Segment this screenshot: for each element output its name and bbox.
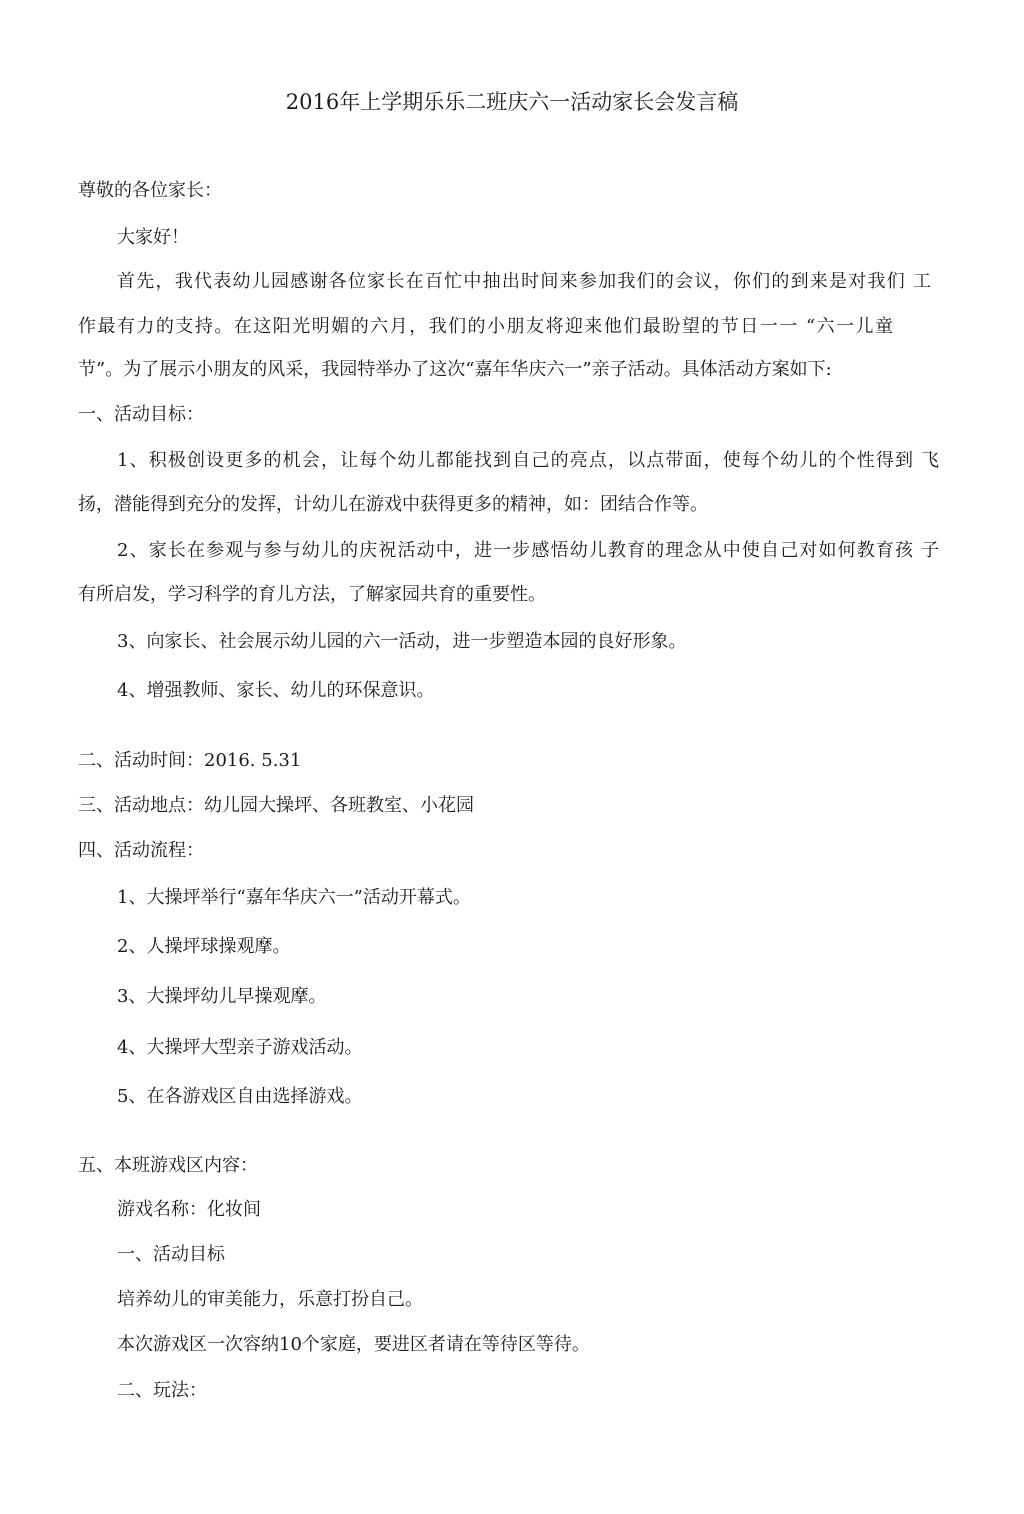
section1-heading: 一、活动目标： bbox=[78, 404, 204, 425]
section4-heading: 四、活动流程： bbox=[78, 840, 204, 861]
section2-time: 二、活动时间：2016. 5.31 bbox=[78, 750, 302, 771]
section5-heading: 五、本班游戏区内容： bbox=[78, 1155, 258, 1176]
game-play-heading: 二、玩法： bbox=[117, 1380, 207, 1401]
process-step-3: 3、大操坪幼儿早操观摩。 bbox=[117, 986, 327, 1007]
goal1-line-2: 扬，潜能得到充分的发挥，计幼儿在游戏中获得更多的精神，如：团结合作等。 bbox=[78, 494, 708, 515]
hello: 大家好！ bbox=[117, 227, 189, 248]
process-step-4: 4、大操坪大型亲子游戏活动。 bbox=[117, 1037, 363, 1058]
goal1-line-1: 1、积极创设更多的机会，让每个幼儿都能找到自己的亮点，以点带面，使每个幼儿的个性得到 飞 bbox=[117, 450, 939, 471]
game-goal-text: 培养幼儿的审美能力，乐意打扮自己。 bbox=[117, 1289, 423, 1310]
goal3: 3、向家长、社会展示幼儿园的六一活动，进一步塑造本园的良好形象。 bbox=[117, 631, 687, 652]
goal2-line-1: 2、家长在参观与参与幼儿的庆祝活动中，进一步感悟幼儿教育的理念从中使自己对如何教育孩 子 bbox=[117, 540, 939, 561]
goal2-line-2: 有所启发，学习科学的育儿方法，了解家园共育的重要性。 bbox=[78, 584, 546, 605]
game-capacity: 本次游戏区一次容纳10个家庭，要进区者请在等待区等待。 bbox=[117, 1334, 590, 1355]
intro-line-2: 作最有力的支持。在这阳光明媚的六月，我们的小朋友将迎来他们最盼望的节日一一 “六一儿童 bbox=[78, 316, 893, 337]
process-step-5: 5、在各游戏区自由选择游戏。 bbox=[117, 1086, 363, 1107]
intro-line-1: 首先，我代表幼儿园感谢各位家长在百忙中抽出时间来参加我们的会议，你们的到来是对我们 工 bbox=[117, 271, 931, 292]
document-title: 2016年上学期乐乐二班庆六一活动家长会发言稿 bbox=[285, 90, 739, 114]
process-step-2: 2、人操坪球操观摩。 bbox=[117, 936, 291, 957]
goal4: 4、增强教师、家长、幼儿的环保意识。 bbox=[117, 680, 435, 701]
greeting: 尊敬的各位家长： bbox=[78, 180, 222, 201]
intro-line-3: 节”。为了展示小朋友的风采，我园特举办了这次“嘉年华庆六一”亲子活动。具体活动方案如下: bbox=[78, 359, 832, 380]
game-goal-heading: 一、活动目标 bbox=[117, 1244, 225, 1265]
process-step-1: 1、大操坪举行“嘉年华庆六一”活动开幕式。 bbox=[117, 887, 471, 908]
section3-location: 三、活动地点：幼儿园大操坪、各班教室、小花园 bbox=[78, 795, 474, 816]
game-name: 游戏名称：化妆间 bbox=[117, 1199, 261, 1220]
